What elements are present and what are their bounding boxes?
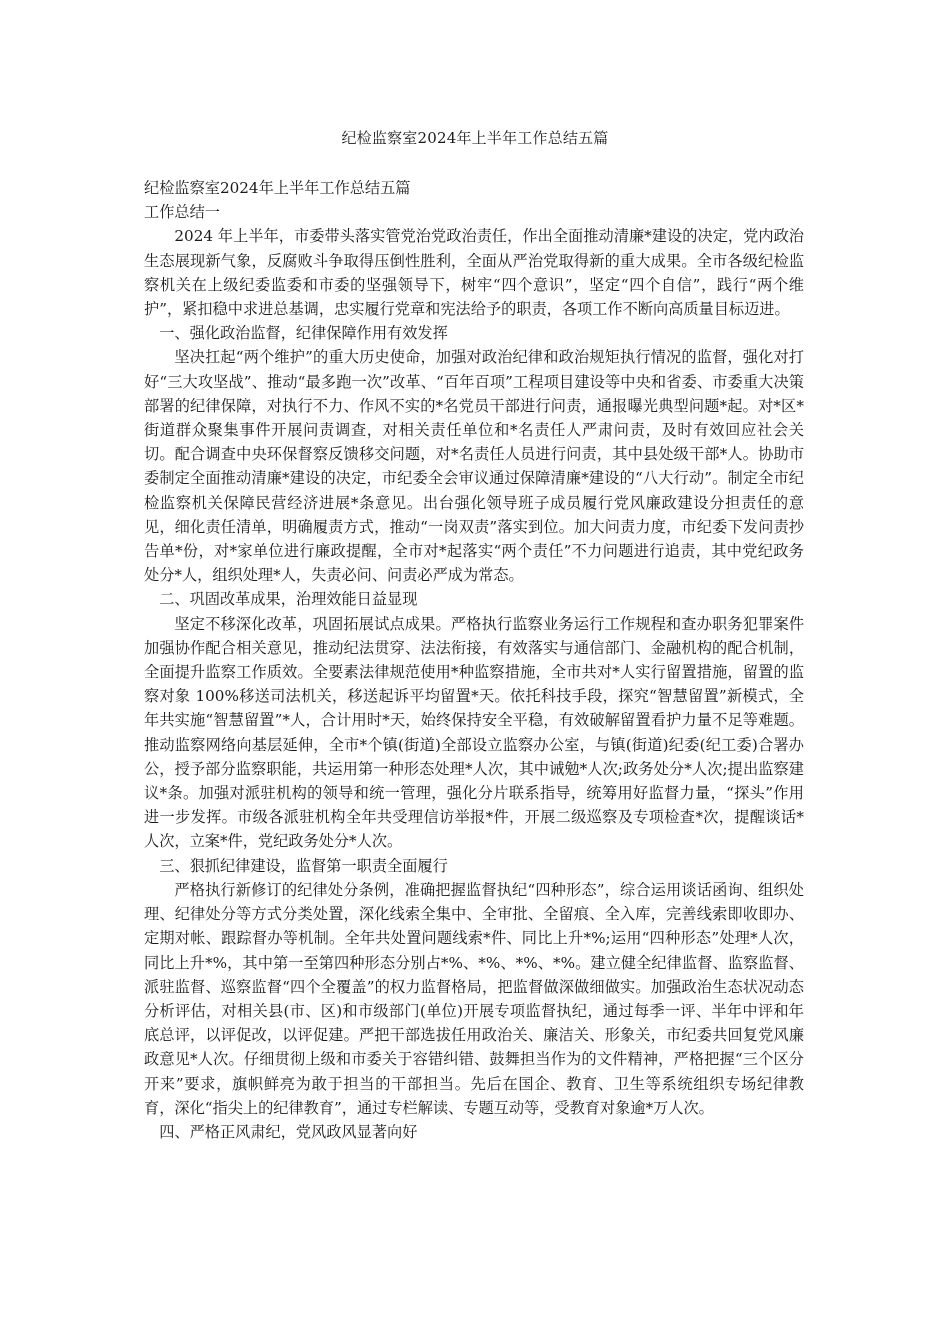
body-paragraph-1: 坚决扛起“两个维护”的重大历史使命，加强对政治纪律和政治规矩执行情况的监督，强化对打好“三大攻坚战”、推动“最多跑一次”改革、“百年百项”工程项目建设等中央和省委、市委重大决策部署的纪律保障，对执行不力、作风不实的*名党员干部进行问责，通报曝光典型问题*起。对*区*街道群众聚集事件开展问责调查，对相关责任单位和*名责任人严肃问责，及时有效回应社会关切。配合调查中央环保督察反馈移交问题，对*名责任人员进行问责，其中县处级干部*人。协助市委制定全面推动清廉*建设的决定，市纪委全会审议通过保障清廉*建设的“八大行动”。制定全市纪检监察机关保障民营经济进展*条意见。出台强化领导班子成员履行党风廉政建设分担责任的意见，细化责任清单，明确履责方式，推动“一岗双责”落实到位。加大问责力度，市纪委下发问责抄告单*份，对*家单位进行廉政提醒，全市对*起落实“两个责任”不力问题进行追责，其中党纪政务处分*人，组织处理*人，失责必问、问责必严成为常态。 <box>144 348 804 585</box>
section-heading-3: 三、狠抓纪律建设，监督第一职责全面履行 <box>159 856 448 875</box>
body-paragraph-2: 坚定不移深化改革，巩固拓展试点成果。严格执行监察业务运行工作规程和查办职务犯罪案件加强协作配合相关意见，推动纪法贯穿、法法衔接，有效落实与通信部门、金融机构的配合机制，全面提升监察工作质效。全要素法律规范使用*种监察措施，全市共对*人实行留置措施，留置的监察对象 100%移送司法机关，移送起诉平均留置*天。依托科技手段，探究“智慧留置”新模式，全年共实施“智慧留置”*人，合计用时*天，始终保持安全平稳，有效破解留置看护力量不足等难题。推动监察网络向基层延伸，全市*个镇(街道)全部设立监察办公室，与镇(街道)纪委(纪工委)合署办公，授予部分监察职能，共运用第一种形态处理*人次，其中诫勉*人次;政务处分*人次;提出监察建议*条。加强对派驻机构的领导和统一管理，强化分片联系指导，统筹用好监督力量，“探头”作用进一步发挥。市级各派驻机构全年共受理信访举报*件，开展二级巡察及专项检查*次，提醒谈话*人次，立案*件，党纪政务处分*人次。 <box>144 614 804 851</box>
section-heading-2: 二、巩固改革成果，治理效能日益显现 <box>159 590 418 609</box>
section-heading-4: 四、严格正风肃纪，党风政风显著向好 <box>159 1122 418 1141</box>
document-body <box>144 176 804 1144</box>
intro-paragraph: 2024 年上半年，市委带头落实管党治党政治责任，作出全面推动清廉*建设的决定，党内政治生态展现新气象，反腐败斗争取得压倒性胜利，全面从严治党取得新的重大成果。全市各级纪检监察机关在上级纪委监委和市委的坚强领导下，树牢“四个意识”，坚定“四个自信”，践行“两个维护”，紧扣稳中求进总基调，忠实履行党章和宪法给予的职责，各项工作不断向高质量目标迈进。 <box>144 227 804 319</box>
document-title: 纪检监察室2024年上半年工作总结五篇 <box>341 129 609 147</box>
document-subtitle: 纪检监察室2024年上半年工作总结五篇 <box>144 179 411 197</box>
section-label: 工作总结一 <box>144 203 220 222</box>
section-heading-1: 一、强化政治监督，纪律保障作用有效发挥 <box>159 324 448 343</box>
body-paragraph-3: 严格执行新修订的纪律处分条例，准确把握监督执纪“四种形态”，综合运用谈话函询、组织处理、纪律处分等方式分类处置，深化线索全集中、全审批、全留痕、全入库，完善线索即收即办、定期对帐、跟踪督办等机制。全年共处置问题线索*件、同比上升*%;运用“四种形态”处理*人次，同比上升*%，其中第一至第四种形态分别占*%、*%、*%、*%。建立健全纪律监督、监察监督、派驻监督、巡察监督“四个全覆盖”的权力监督格局，把监督做深做细做实。加强政治生态状况动态分析评估，对相关县(市、区)和市级部门(单位)开展专项监督执纪，通过每季一评、半年中评和年底总评，以评促改，以评促建。严把干部选拔任用政治关、廉洁关、形象关，市纪委共回复党风廉政意见*人次。仔细贯彻上级和市委关于容错纠错、鼓舞担当作为的文件精神，严格把握“三个区分开来”要求，旗帜鲜亮为敢于担当的干部担当。先后在国企、教育、卫生等系统组织专场纪律教育，深化“指尖上的纪律教育”，通过专栏解读、专题互动等，受教育对象逾*万人次。 <box>144 880 804 1117</box>
